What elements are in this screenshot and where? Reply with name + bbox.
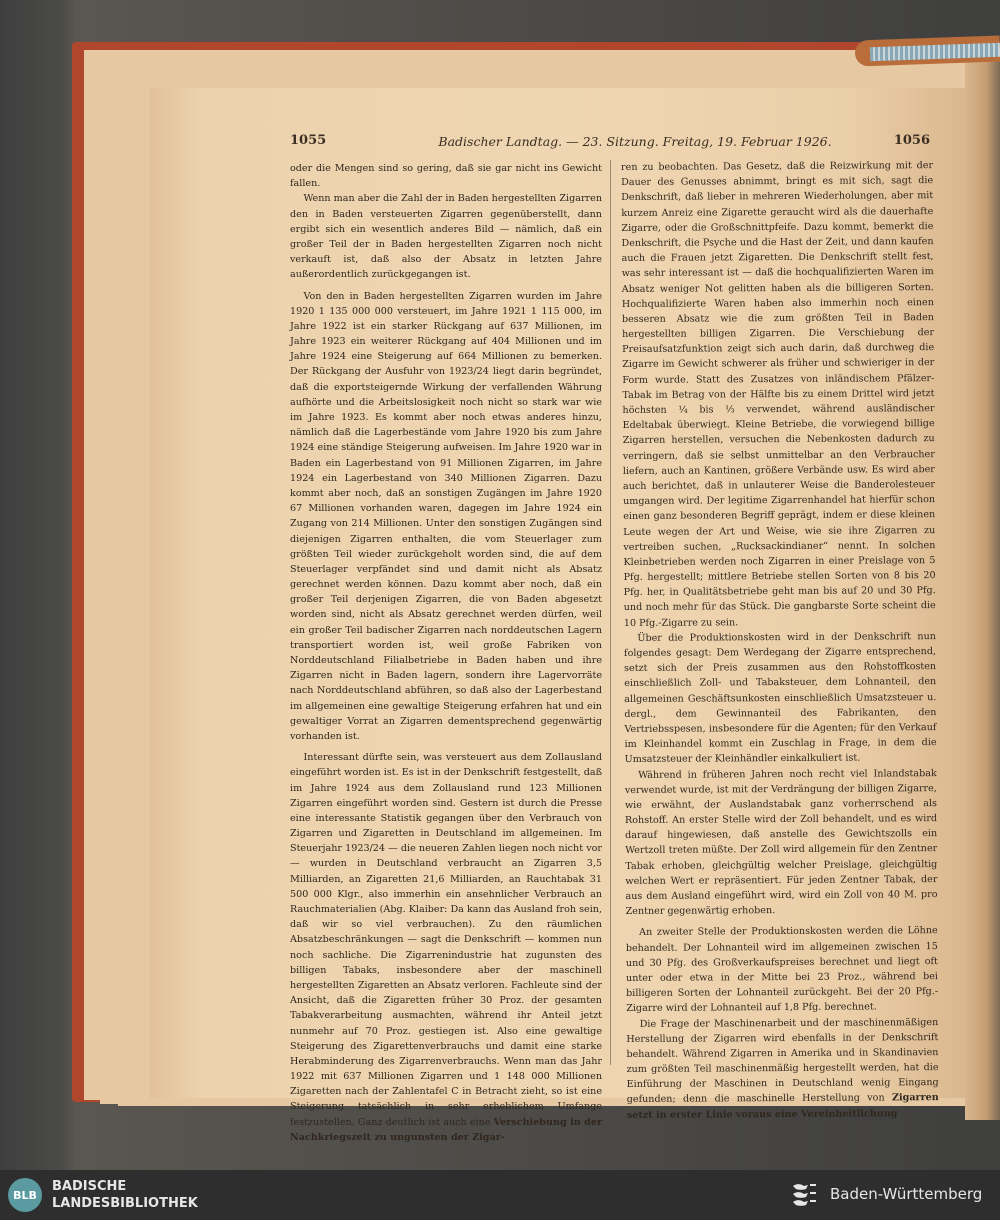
- paragraph: ren zu beobachten. Das Gesetz, daß die Reizwirkung mit der Dauer des Genusses abnimmt, bringt es mit sich, sagt die Denkschrift, daß lieber in mehreren Wiederholungen, aber mit kurzem Anreiz eine Zigarette geraucht wird als die dauerhafte Zigarre, oder die Großschnittpfeife. Dazu kommt, bemerkt die Denkschrift, die Psyche und die Hast der Zeit, und dann kaufen auch die Frauen jetzt Zigaretten. Die Denkschrift stellt fest, was sehr interessant ist — daß die hochqualifizierten Waren im Absatz weniger Not gelitten haben als die billigeren Sorten. Hochqualifizierte Waren haben also immerhin noch einen besseren Absatz wie die zum größten Teil in Baden hergestellten billigen Zigarren. Die Verschiebung der Preisaufsatzfunktion zeigt sich auch darin, daß durchweg die Zigarre im Gewicht schwerer als früher und schwieriger in der Form wurde. Statt des Zusatzes von inländischem Pfälzer-Tabak im Betrag von der Hälfte bis zu einem Drittel wird jetzt höchsten ¼ bis ⅓ verwendet, während ausländischer Edeltabak überwiegt. Kleine Betriebe, die vorwiegend billige Zigarren herstellen, versuchen die Nebenkosten dadurch zu verringern, daß sie selbst unmittelbar an den Verbraucher liefern, auch an Kantinen, größere Verbände usw. Es wird aber auch berichtet, daß in unlauterer Weise die Banderolesteuer umgangen wird. Der legitime Zigarrenhandel hat hierfür schon einen ganz besonderen Begriff geprägt, indem er diese kleinen Leute wegen der Art und Weise, wie sie ihre Zigarren zu vertreiben suchen, „Rucksackindianer“ nennt. In solchen Kleinbetrieben werden noch Zigarren in einer Preislage von 5 Pfg. hergestellt; mittlere Betriebe stellen Sorten von 8 bis 20 Pfg. her, in Qualitätsbetriebe geht man bis auf 20 und 30 Pfg. und noch mehr für das Stück. Die gangbarste Sorte scheint die 10 Pfg.-Zigarre zu sein.: [621, 160, 936, 629]
- paragraph: [290, 750, 602, 1145]
- page-number-left: 1055: [290, 133, 327, 148]
- text-column-right: [621, 158, 939, 1123]
- paragraph: An zweiter Stelle der Produktionskosten werden die Löhne behandelt. Der Lohnanteil wird im allgemeinen zwischen 15 und 30 Pfg. des Großverkaufspreises berechnet und liegt oft unter oder etwa in der Mitte bei 23 Proz., während bei billigeren Sorten der Lohnanteil zurückgeht. Bei der 20 Pfg.-Zigarre wird der Lohnanteil auf 1,8 Pfg. berechnet.: [625, 925, 939, 1015]
- paragraph-text: Die Frage der Maschinenarbeit und der maschinenmäßigen Herstellung der Zigarren wird ebenfalls in der Denkschrift behandelt. Während Zigarren in Amerika und in Skandinavien zum größten Teil maschinenmäßig hergestellt werden, hat die Einführung der Maschinen in Deutschland wenig Eingang gefunden; denn die maschinelle Herstellung von: [626, 1016, 939, 1106]
- bold-text: Verschiebung in der Nachkriegszeit zu ungunsten der Zigar-: [290, 1116, 602, 1143]
- text-column-left: [290, 161, 602, 1145]
- library-name-line2: LANDESBIBLIOTHEK: [52, 1196, 198, 1211]
- coat-of-arms-lions-icon[interactable]: [790, 1180, 820, 1210]
- book-gutter-edge: [965, 60, 1000, 1120]
- paragraph: Über die Produktionskosten wird in der Denkschrift nun folgendes gesagt: Dem Werdegang der Zigarre entsprechend, setzt sich der Preis zusammen aus den Rohstoffkosten einschließlich Zoll- und Tabaksteuer, dem Lohnanteil, den allgemeinen Geschäftsunkosten einschließlich Umsatzsteuer u. dergl., dem Gewinnanteil des Fabrikanten, den Vertriebsspesen, insbesondere für die Agenten; für den Verkauf im Kleinhandel kommt ein Zuschlag in Frage, in dem die Umsatzsteuer der Kleinhändler einkalkuliert ist.: [623, 630, 937, 766]
- paragraph-text: Interessant dürfte sein, was versteuert aus dem Zollausland eingeführt worden ist. Es ist in der Denkschrift festgestellt, daß im Jahre 1924 aus dem Zollausland rund 123 Millionen Zigarren eingeführt worden sind. Gestern ist durch die Presse eine interessante Statistik gegangen über den Verbrauch von Zigarren und Zigaretten in Deutschland im allgemeinen. Im Steuerjahr 1923/24 — die neueren Zahlen liegen noch nicht vor — wurden in Deutschland verbraucht an Zigarren 3,5 Milliarden, an Zigaretten 21,6 Milliarden, an Rauchtabak 31 500 000 Klgr., also immerhin ein ansehnlicher Verbrauch an Rauchmaterialien (Abg. Klaiber: Da kann das Ausland froh sein, daß wir so viel verbrauchen). Zu den räumlichen Absatzbeschränkungen — sagt die Denkschrift — kommen nun noch sachliche. Die Zigarrenindustrie hat zugunsten des billigen Tabaks, insbesondere aber der maschinell hergestellten Zigaretten an Absatz verloren. Fachleute sind der Ansicht, daß die Zigaretten früher 30 Proz. der gesamten Tabakverarbeitung ausmachten, während ihr Anteil jetzt nunmehr auf 70 Proz. gestiegen ist. Also eine gewaltige Steigerung des Zigarettenverbrauchs und damit eine starke Herabminderung des Zigarrenverbrauchs. Wenn man das Jahr 1922 mit 637 Millionen Zigarren und 1 148 000 Millionen Zigaretten nach der Zahlentafel C in Betracht zieht, so ist eine Steigerung tatsächlich in sehr erheblichem Umfange festzustellen. Ganz deutlich ist auch eine: [290, 752, 602, 1128]
- footer-bar: [0, 1170, 1000, 1220]
- paragraph: oder die Mengen sind so gering, daß sie gar nicht ins Gewicht fallen.: [290, 163, 602, 190]
- paragraph: Von den in Baden hergestellten Zigarren wurden im Jahre 1920 1 135 000 000 versteuert, im Jahre 1921 1 115 000, im Jahre 1922 ist ein starker Rückgang auf 637 Millionen, im Jahre 1923 ein weiterer Rückgang auf 404 Millionen und im Jahre 1924 eine Steigerung auf 664 Millionen zu bemerken. Der Rückgang der Ausfuhr von 1923/24 liegt darin begründet, daß die exportsteigernde Wirkung der verfallenden Währung aufhörte und die Arbeitslosigkeit noch nicht so stark war wie im Jahre 1923. Es kommt aber noch etwas anderes hinzu, nämlich daß die Lagerbestände vom Jahre 1920 bis zum Jahre 1924 eine ständige Steigerung aufweisen. Im Jahre 1920 war in Baden ein Lagerbestand von 91 Millionen Zigarren, im Jahre 1924 ein Lagerbestand von 340 Millionen Zigarren. Dazu kommt aber noch, daß an sonstigen Zugängen im Jahre 1920 67 Millionen vorhanden waren, dagegen im Jahre 1924 ein Zugang von 214 Millionen. Unter den sonstigen Zugängen sind diejenigen Zigarren enthalten, die vom Steuerlager zum größten Teil wieder zurückgeholt worden sind, die auf dem Steuerlager verpfändet sind und damit nicht als Absatz gerechnet werden können. Dazu kommt aber noch, daß ein großer Teil derjenigen Zigarren, die von Baden abgesetzt worden sind, nicht als Absatz gerechnet werden dürfen, weil ein großer Teil badischer Zigarren nach norddeutschen Lagern transportiert worden ist, weil große Fabriken von Norddeutschland Filialbetriebe in Baden haben und ihre Zigarren nicht in Baden lagern, sondern ihre Lagervorräte nach Norddeutschland abführen, so daß also der Lagerbestand im allgemeinen eine gewaltige Steigerung erfahren hat und ein gewaltiger Vorrat an Zigarren dementsprechend gegenwärtig vorhanden ist.: [290, 290, 602, 742]
- column-rule: [610, 160, 611, 1065]
- paragraph: Wenn man aber die Zahl der in Baden hergestellten Zigarren den in Baden versteuerten Zigarren gegenüberstellt, dann ergibt sich ein wesentlich anderes Bild — nämlich, daß ein großer Teil der in Baden hergestellten Zigarren noch nicht verkauft ist, daß also der Absatz in letzten Jahre außerordentlich zurückgegangen ist.: [290, 193, 602, 281]
- page-header: [290, 133, 930, 151]
- library-name-line1: BADISCHE: [52, 1179, 127, 1194]
- blb-logo-icon[interactable]: BLB: [8, 1178, 42, 1212]
- bold-text: Zigarren setzt in erster Linie voraus eine Vereinheitlichung: [626, 1092, 939, 1121]
- paragraph: [626, 1015, 939, 1123]
- page-number-right: 1056: [893, 133, 930, 148]
- state-name[interactable]: Baden-Württemberg: [830, 1185, 983, 1203]
- library-name[interactable]: [52, 1178, 198, 1212]
- running-title: Badischer Landtag. — 23. Sitzung. Freitag, 19. Februar 1926.: [438, 134, 832, 149]
- paragraph: Während in früheren Jahren noch recht viel Inlandstabak verwendet wurde, ist mit der Verdrängung der billigen Zigarre, wie erwähnt, der Auslandstabak ganz vorherrschend als Rohstoff. An erster Stelle wird der Zoll behandelt, und es wird darauf hingewiesen, daß anstelle des Gewichtszolls ein Wertzoll treten müßte. Der Zoll wird allgemein für den Zentner Tabak erhoben, gleichgültig welcher Preislage, gleichgültig welchen Wert er repräsentiert. Für jeden Zentner Tabak, der aus dem Ausland eingeführt wird, wird ein Zoll von 40 M. pro Zentner gegenwärtig erhoben.: [624, 767, 938, 918]
